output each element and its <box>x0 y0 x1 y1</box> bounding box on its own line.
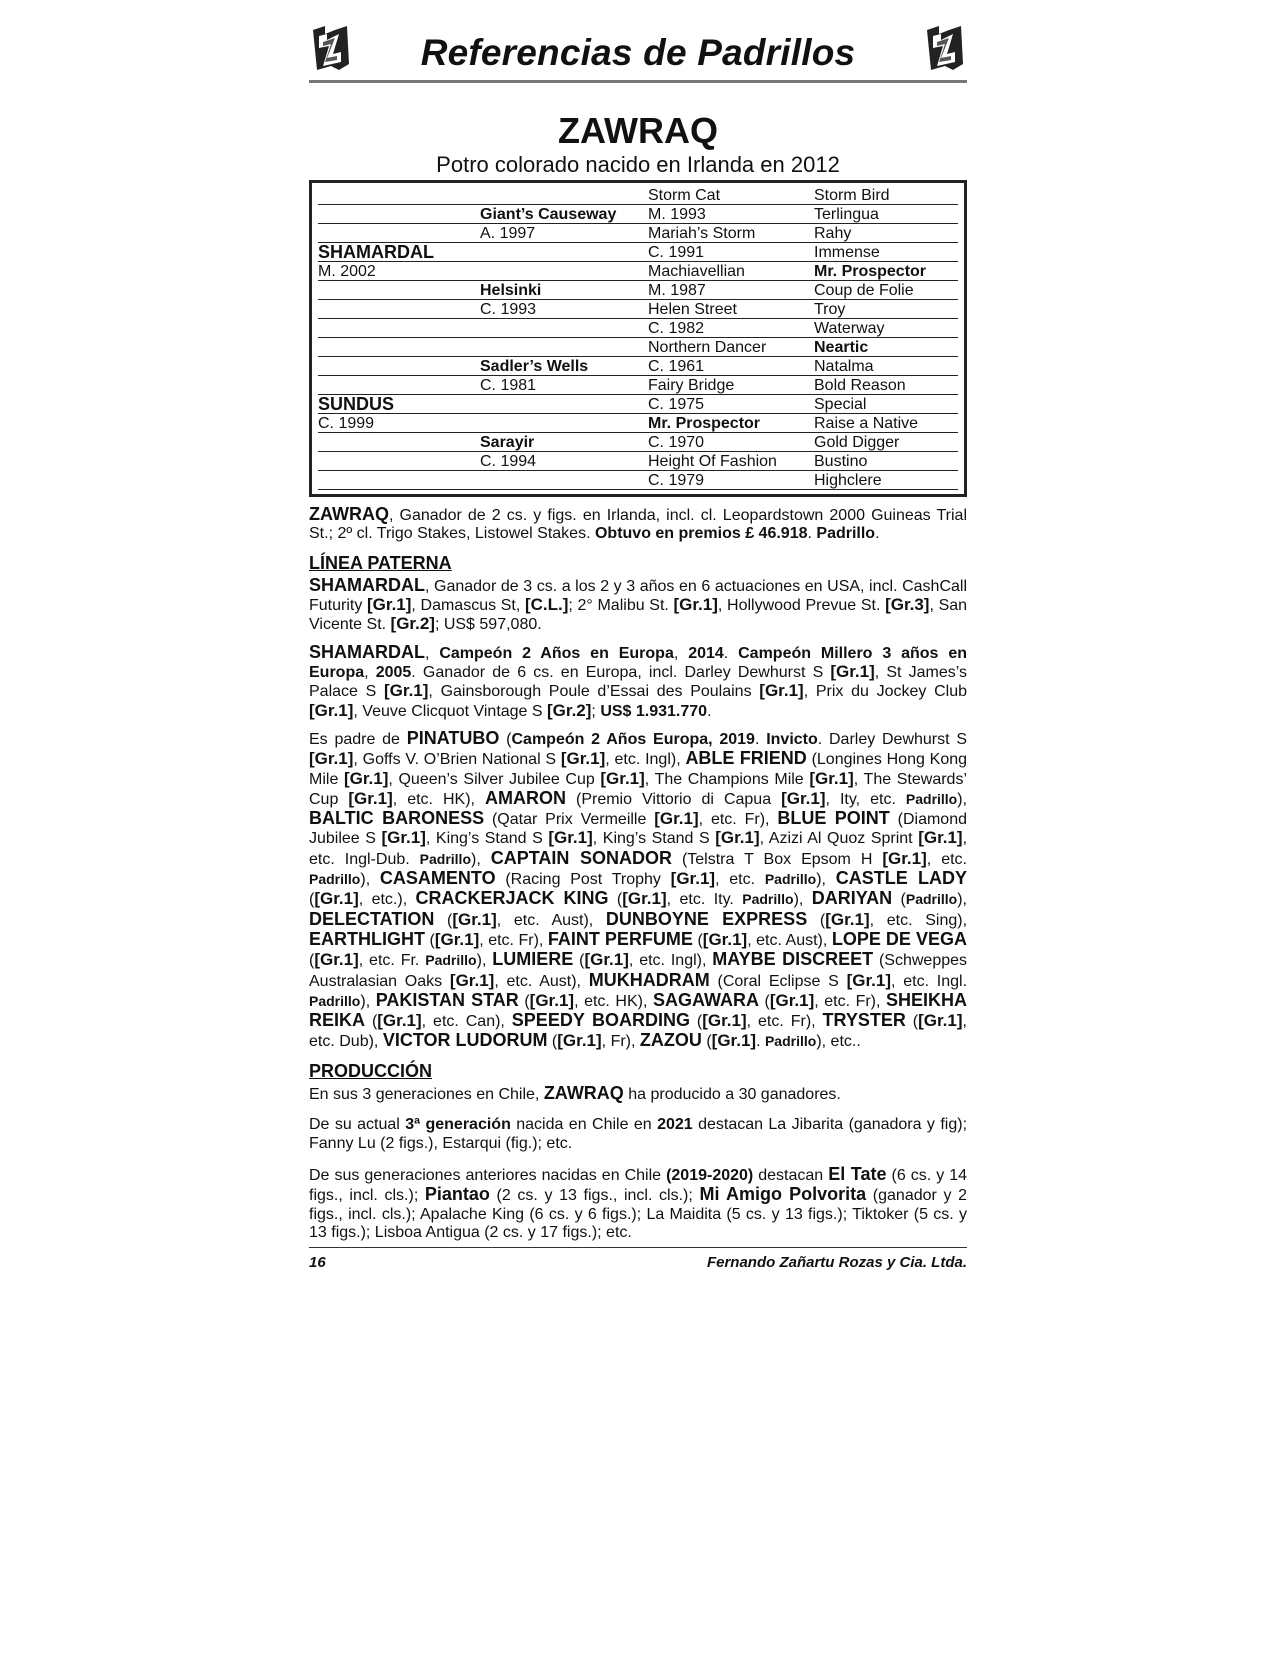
pedigree-cell: Terlingua <box>812 205 958 224</box>
section-heading-paterna: LÍNEA PATERNA <box>309 552 452 573</box>
pedigree-row <box>318 300 958 319</box>
pedigree-cell: Highclere <box>812 471 958 490</box>
pedigree-cell: Northern Dancer <box>646 338 812 357</box>
pedigree-row <box>318 357 958 376</box>
pedigree-cell: Storm Bird <box>812 186 958 205</box>
pedigree-cell: C. 1991 <box>646 243 812 262</box>
pedigree-cell: Gold Digger <box>812 433 958 452</box>
page <box>309 22 967 1242</box>
pedigree-row <box>318 205 958 224</box>
pedigree-cell <box>478 262 646 281</box>
sire-paragraph-2: SHAMARDAL, Campeón 2 Años en Europa, 2014. Campeón Millero 3 años en Europa, 2005. Ganador de 6 cs. en Europa, incl. Darley Dewhurst S [Gr.1], St James’s Palace S [Gr.1], Gainsborough Poule d’Essai des Poulains [Gr.1], Prix du Jockey Club [Gr.1], Veuve Clicquot Vintage S [Gr.2]; US$ 1.931.770. <box>309 641 968 720</box>
pedigree-row <box>318 338 958 357</box>
pedigree-cell: Waterway <box>812 319 958 338</box>
pedigree-table <box>318 186 958 490</box>
pedigree-cell: C. 1979 <box>646 471 812 490</box>
pedigree-cell <box>318 186 478 205</box>
pedigree-cell: SUNDUS <box>318 395 478 414</box>
footer-divider <box>309 1247 967 1248</box>
pedigree-cell: Mr. Prospector <box>646 414 812 433</box>
pedigree-cell: C. 1982 <box>646 319 812 338</box>
pedigree-row <box>318 452 958 471</box>
pedigree-cell: Neartic <box>812 338 958 357</box>
pedigree-cell: C. 1970 <box>646 433 812 452</box>
pedigree-cell: Sadler’s Wells <box>478 357 646 376</box>
pedigree-cell: Coup de Folie <box>812 281 958 300</box>
pedigree-cell <box>478 338 646 357</box>
progeny-paragraph: Es padre de PINATUBO (Campeón 2 Años Europa, 2019. Invicto. Darley Dewhurst S [Gr.1], Goffs V. O’Brien National S [Gr.1], etc. Ingl), ABLE FRIEND (Longines Hong Kong Mile [Gr.1], Queen’s Silver Jubilee Cup [Gr.1], The Champions Mile [Gr.1], The Stewards’ Cup [Gr.1], etc. HK), AMARON (Premio Vittorio di Capua [Gr.1], Ity, etc. Padrillo), BALTIC BARONESS (Qatar Prix Vermeille [Gr.1], etc. Fr), BLUE POINT (Diamond Jubilee S [Gr.1], King’s Stand S [Gr.1], King’s Stand S [Gr.1], Azizi Al Quoz Sprint [Gr.1], etc. Ingl-Dub. Padrillo), CAPTAIN SONADOR (Telstra T Box Epsom H [Gr.1], etc. Padrillo), CASAMENTO (Racing Post Trophy [Gr.1], etc. Padrillo), CASTLE LADY ([Gr.1], etc.), CRACKERJACK KING ([Gr.1], etc. Ity. Padrillo), DARIYAN (Padrillo), DELECTATION ([Gr.1], etc. Aust), DUNBOYNE EXPRESS ([Gr.1], etc. Sing), EARTHLIGHT ([Gr.1], etc. Fr), FAINT PERFUME ([Gr.1], etc. Aust), LOPE DE VEGA ([Gr.1], etc. Fr. Padrillo), LUMIERE ([Gr.1], etc. Ingl), MAYBE DISCREET (Schweppes Australasian Oaks [Gr.1], etc. Aust), MUKHADRAM (Coral Eclipse S [Gr.1], etc. Ingl. Padrillo), PAKISTAN STAR ([Gr.1], etc. HK), SAGAWARA ([Gr.1], etc. Fr), SHEIKHA REIKA ([Gr.1], etc. Can), SPEEDY BOARDING ([Gr.1], etc. Fr), TRYSTER ([Gr.1], etc. Dub), VICTOR LUDORUM ([Gr.1], Fr), ZAZOU ([Gr.1]. Padrillo), etc.. <box>309 727 968 1051</box>
horse-name: ZAWRAQ <box>558 110 718 151</box>
pedigree-cell <box>318 471 478 490</box>
pedigree-cell: M. 2002 <box>318 262 478 281</box>
pedigree-row <box>318 243 958 262</box>
pedigree-cell <box>478 471 646 490</box>
pedigree-cell <box>478 414 646 433</box>
pedigree-row <box>318 186 958 205</box>
pedigree-cell <box>318 224 478 243</box>
pedigree-box <box>309 180 967 497</box>
pedigree-cell <box>318 357 478 376</box>
pedigree-cell: C. 1975 <box>646 395 812 414</box>
header-divider <box>309 80 967 83</box>
pedigree-cell <box>478 395 646 414</box>
intro-paragraph: ZAWRAQ, Ganador de 2 cs. y figs. en Irlanda, incl. cl. Leopardstown 2000 Guineas Trial St.; 2º cl. Trigo Stakes, Listowel Stakes. Obtuvo en premios £ 46.918. Padrillo. <box>309 504 967 543</box>
zr-logo-icon <box>923 24 967 74</box>
pedigree-cell: Mariah’s Storm <box>646 224 812 243</box>
pedigree-cell: Mr. Prospector <box>812 262 958 281</box>
pedigree-row <box>318 281 958 300</box>
pedigree-cell: Sarayir <box>478 433 646 452</box>
pedigree-row <box>318 376 958 395</box>
pedigree-cell: Fairy Bridge <box>646 376 812 395</box>
pedigree-cell <box>318 281 478 300</box>
pedigree-cell: Height Of Fashion <box>646 452 812 471</box>
pedigree-cell: C. 1993 <box>478 300 646 319</box>
pedigree-row <box>318 471 958 490</box>
body-text <box>309 505 967 1242</box>
page-header <box>309 22 967 82</box>
pedigree-cell: Bold Reason <box>812 376 958 395</box>
pedigree-cell: Helsinki <box>478 281 646 300</box>
pedigree-cell: M. 1987 <box>646 281 812 300</box>
pedigree-cell: Special <box>812 395 958 414</box>
sire-paragraph-1: SHAMARDAL, Ganador de 3 cs. a los 2 y 3 años en 6 actuaciones en USA, incl. CashCall Futurity [Gr.1], Damascus St, [C.L.]; 2° Malibu St. [Gr.1], Hollywood Prevue St. [Gr.3], San Vicente St. [Gr.2]; US$ 597,080. <box>309 574 968 634</box>
production-paragraph-2: De su actual 3ª generación nacida en Chile en 2021 destacan La Jibarita (ganadora y fig); Fanny Lu (2 figs.), Estarqui (fig.); etc. <box>309 1116 968 1152</box>
pedigree-row <box>318 319 958 338</box>
pedigree-cell <box>318 433 478 452</box>
page-number: 16 <box>309 1254 326 1271</box>
horse-subtitle: Potro colorado nacido en Irlanda en 2012 <box>436 152 840 177</box>
pedigree-row <box>318 262 958 281</box>
header-title: Referencias de Padrillos <box>420 32 856 73</box>
pedigree-cell: Helen Street <box>646 300 812 319</box>
pedigree-row <box>318 224 958 243</box>
pedigree-cell <box>318 338 478 357</box>
pedigree-cell: Bustino <box>812 452 958 471</box>
pedigree-cell: Immense <box>812 243 958 262</box>
pedigree-cell: Machiavellian <box>646 262 812 281</box>
pedigree-cell: Troy <box>812 300 958 319</box>
pedigree-cell: Natalma <box>812 357 958 376</box>
pedigree-cell: Giant’s Causeway <box>478 205 646 224</box>
production-paragraph-3: De sus generaciones anteriores nacidas en Chile (2019-2020) destacan El Tate (6 cs. y 14 figs., incl. cls.); Piantao (2 cs. y 13 figs., incl. cls.); Mi Amigo Polvorita (ganador y 2 figs., incl. cls.); Apalache King (6 cs. y 6 figs.); La Maidita (5 cs. y 13 figs.); Tiktoker (5 cs. y 13 figs.); Lisboa Antigua (2 cs. y 17 figs.); etc. <box>309 1163 968 1241</box>
pedigree-cell: SHAMARDAL <box>318 243 478 262</box>
pedigree-cell <box>318 300 478 319</box>
pedigree-cell <box>318 319 478 338</box>
pedigree-cell <box>318 376 478 395</box>
pedigree-cell: M. 1993 <box>646 205 812 224</box>
pedigree-cell: A. 1997 <box>478 224 646 243</box>
pedigree-cell <box>318 205 478 224</box>
pedigree-row <box>318 395 958 414</box>
pedigree-cell <box>478 319 646 338</box>
production-paragraph-1: En sus 3 generaciones en Chile, ZAWRAQ ha producido a 30 ganadores. <box>309 1083 841 1104</box>
section-heading-produccion: PRODUCCIÓN <box>309 1060 433 1081</box>
pedigree-cell: Rahy <box>812 224 958 243</box>
pedigree-row <box>318 433 958 452</box>
pedigree-cell <box>478 243 646 262</box>
pedigree-cell <box>478 186 646 205</box>
pedigree-cell: C. 1994 <box>478 452 646 471</box>
company-name: Fernando Zañartu Rozas y Cia. Ltda. <box>706 1254 967 1271</box>
pedigree-cell: C. 1961 <box>646 357 812 376</box>
pedigree-cell: C. 1981 <box>478 376 646 395</box>
pedigree-cell: Storm Cat <box>646 186 812 205</box>
pedigree-row <box>318 414 958 433</box>
pedigree-cell: Raise a Native <box>812 414 958 433</box>
pedigree-cell: C. 1999 <box>318 414 478 433</box>
pedigree-cell <box>318 452 478 471</box>
